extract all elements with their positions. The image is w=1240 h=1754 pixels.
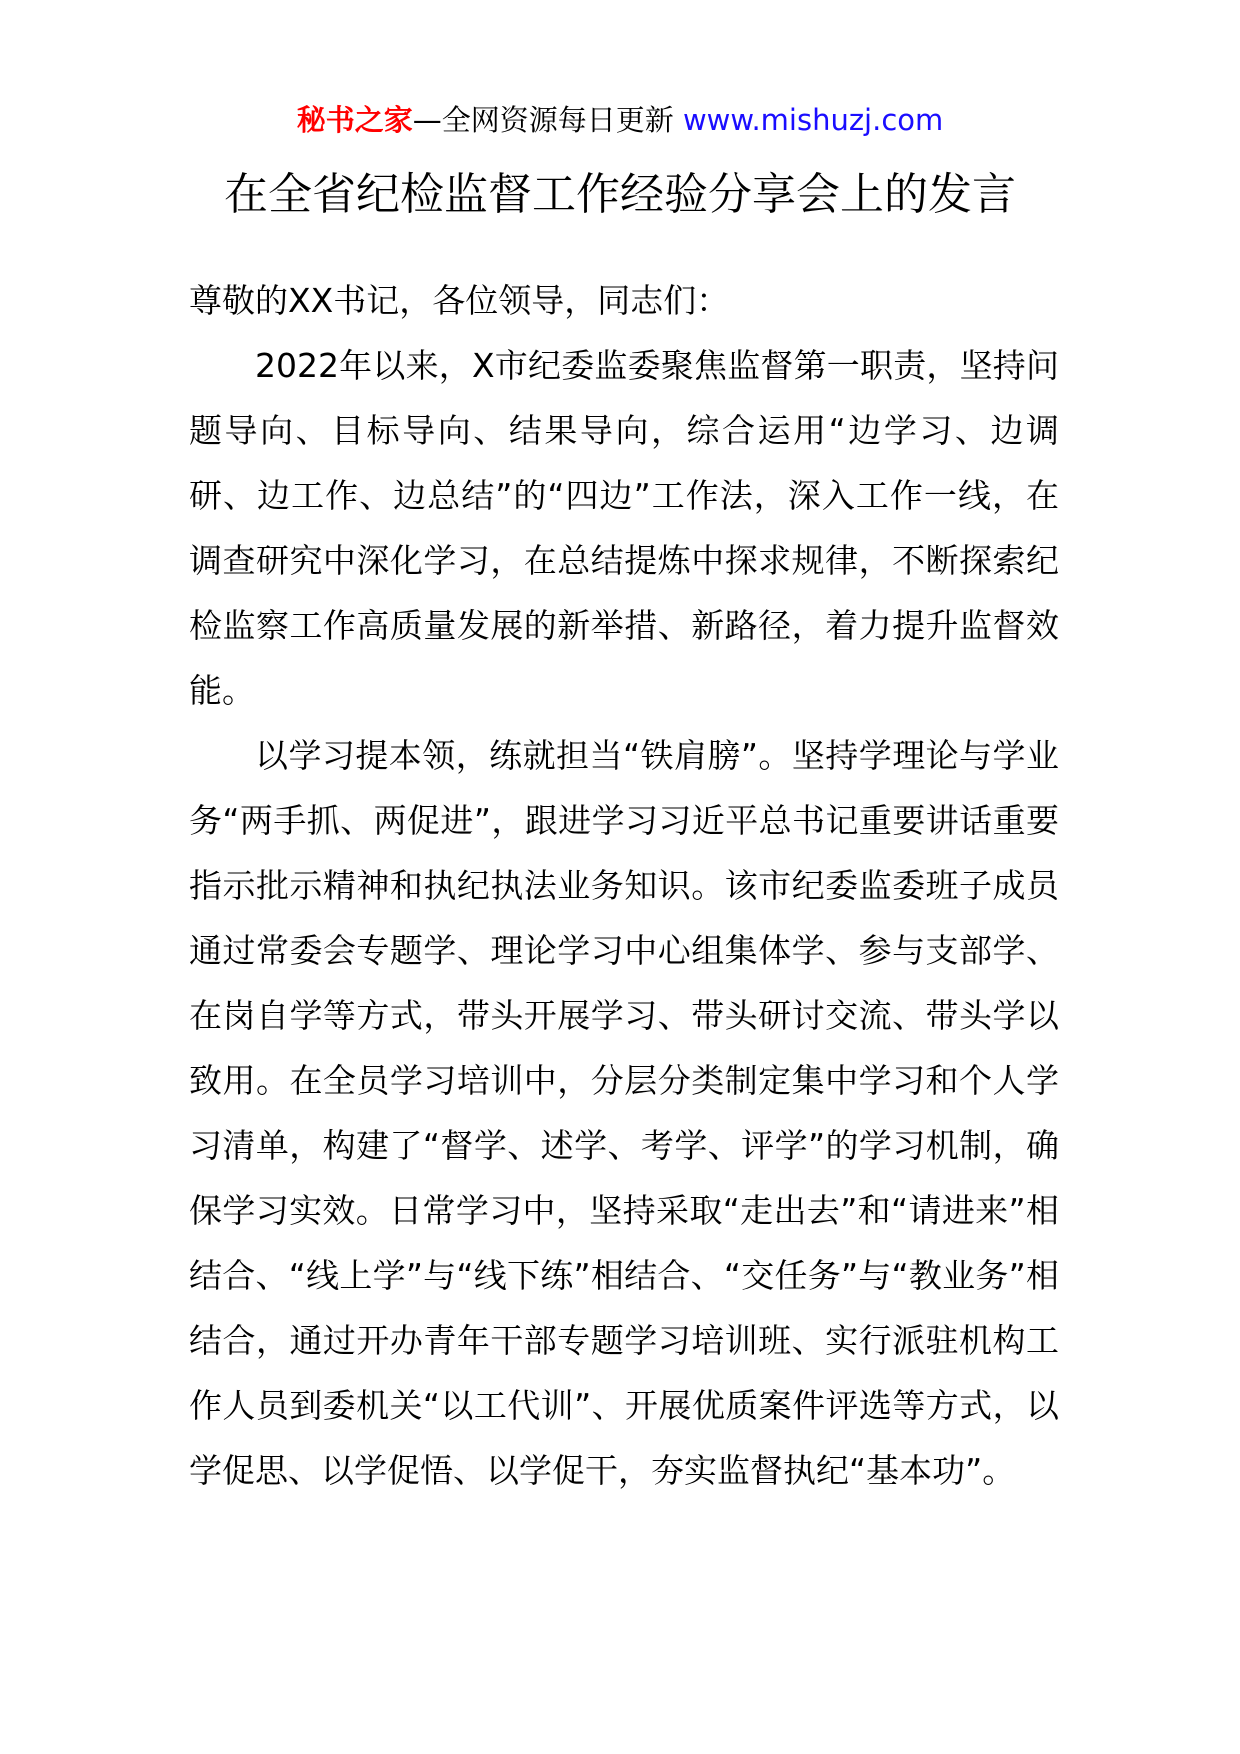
paragraph-intro: 2022年以来，X市纪委监委聚焦监督第一职责，坚持问题导向、目标导向、结果导向，综合运用“边学习、边调研、边工作、边总结”的“四边”工作法，深入工作一线，在调查研究中深化学习，在总结提炼中探求规律，不断探索纪检监察工作高质量发展的新举措、新路径，着力提升监督效能。 <box>189 346 1059 710</box>
site-url: www.mishuzj.com <box>682 103 944 137</box>
salutation: 尊敬的XX书记，各位领导，同志们： <box>189 281 730 320</box>
header-tagline: —全网资源每日更新 <box>412 103 674 137</box>
brand-name: 秘书之家 <box>296 103 413 137</box>
watermark-header <box>0 100 1240 140</box>
document-title: 在全省纪检监督工作经验分享会上的发言 <box>224 169 1016 220</box>
document-body <box>189 268 1059 1503</box>
paragraph-learning: 以学习提本领，练就担当“铁肩膀”。坚持学理论与学业务“两手抓、两促进”，跟进学习习近平总书记重要讲话重要指示批示精神和执纪执法业务知识。该市纪委监委班子成员通过常委会专题学、理论学习中心组集体学、参与支部学、在岗自学等方式，带头开展学习、带头研讨交流、带头学以致用。在全员学习培训中，分层分类制定集中学习和个人学习清单，构建了“督学、述学、考学、评学”的学习机制，确保学习实效。日常学习中，坚持采取“走出去”和“请进来”相结合、“线上学”与“线下练”相结合、“交任务”与“教业务”相结合，通过开办青年干部专题学习培训班、实行派驻机构工作人员到委机关“以工代训”、开展优质案件评选等方式，以学促思、以学促悟、以学促干，夯实监督执纪“基本功”。 <box>189 736 1059 1490</box>
